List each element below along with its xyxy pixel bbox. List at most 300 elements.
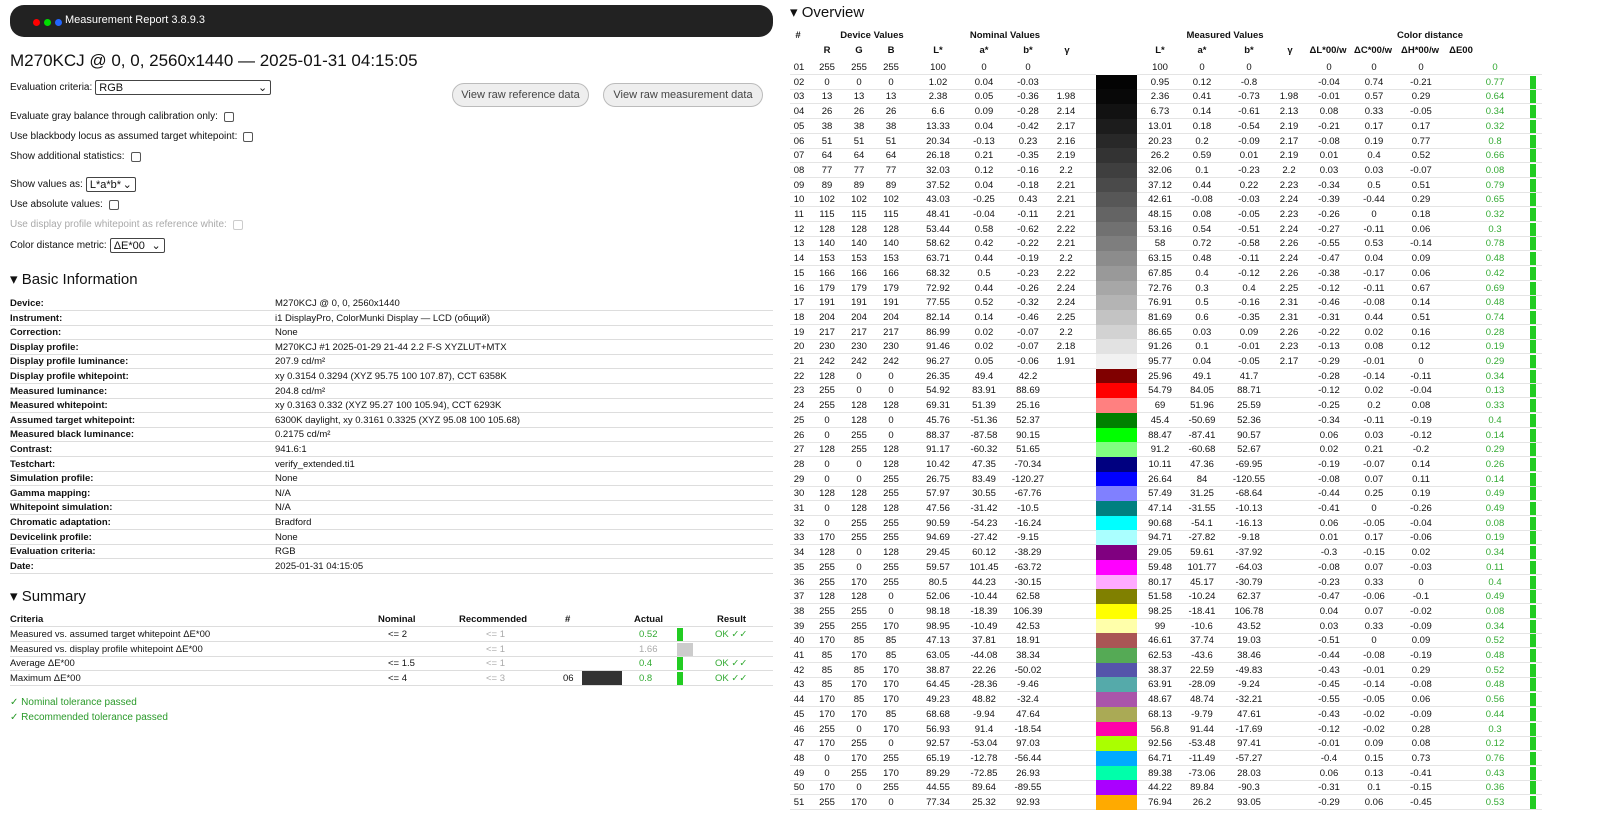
cell-de00: 0.77: [1485, 76, 1505, 88]
cell-b: 170: [883, 664, 899, 676]
cell-g: 255: [851, 517, 867, 529]
cell-dh: 0.18: [1411, 209, 1431, 220]
absolute-values-checkbox[interactable]: [109, 200, 119, 210]
overview-row: [790, 722, 1542, 737]
cell-nom-a: -0.13: [973, 135, 995, 147]
cell-nom-b: 38.34: [1016, 650, 1040, 661]
cell-meas-l: 6.73: [1150, 106, 1170, 118]
cell-nom-b: 51.65: [1016, 444, 1040, 456]
cell-nom-gamma: 2.21: [1056, 238, 1076, 250]
cell-meas-gamma: 2.2: [1282, 164, 1296, 176]
delta-e-bar: [1530, 767, 1536, 780]
cell-meas-a: 45.17: [1190, 576, 1214, 588]
info-row: [10, 457, 773, 472]
cell-meas-l: 76.94: [1148, 797, 1172, 808]
info-value: None: [275, 327, 298, 339]
cell-meas-a: -53.48: [1188, 738, 1216, 750]
cell-g: 85: [853, 635, 865, 647]
cell-meas-a: -50.69: [1188, 414, 1216, 426]
cell-dc: -0.02: [1363, 708, 1385, 720]
color-swatch: [1096, 383, 1137, 398]
cell-meas-l: 88.47: [1148, 429, 1172, 441]
cell-b: 170: [883, 767, 899, 779]
cell-meas-a: -10.6: [1191, 620, 1213, 632]
cell-meas-l: 45.4: [1150, 414, 1170, 426]
delta-e-bar: [1530, 517, 1536, 530]
info-row: [10, 354, 773, 369]
cell-dc: -0.01: [1363, 664, 1385, 676]
cell-dh: -0.41: [1410, 767, 1432, 779]
delta-e-bar: [1530, 296, 1536, 309]
cell-b: 0: [888, 414, 894, 426]
cell-dl: -0.45: [1318, 679, 1340, 691]
cell-g: 170: [851, 797, 867, 808]
delta-e-bar: [1530, 752, 1536, 765]
cell-meas-a: 31.25: [1190, 488, 1214, 500]
cell-meas-gamma: 2.17: [1279, 135, 1299, 147]
cell-de00: 0.28: [1485, 326, 1505, 338]
cell-nom-l: 65.19: [926, 752, 950, 764]
cell-dc: 0.44: [1364, 311, 1384, 323]
cell-num: 01: [793, 62, 805, 73]
cell-dh: 0: [1418, 576, 1424, 588]
cell-nom-gamma: 2.18: [1056, 341, 1076, 353]
cell-nom-a: 0.44: [974, 253, 994, 265]
cell-meas-l: 56.8: [1150, 723, 1170, 735]
cell-nom-a: 0.09: [974, 106, 994, 118]
cell-meas-b: -0.03: [1238, 194, 1260, 206]
cell-dh: -0.45: [1410, 797, 1432, 808]
cell-nom-l: 68.68: [926, 708, 950, 720]
cell-r: 0: [824, 517, 830, 529]
cell-meas-l: 68.13: [1148, 708, 1172, 720]
cell-dc: 0.1: [1367, 782, 1381, 794]
cell-num: 50: [793, 782, 805, 794]
overview-row: [790, 281, 1542, 296]
cell-dc: 0.03: [1364, 429, 1384, 441]
info-row: [10, 369, 773, 384]
additional-stats-label: Show additional statistics:: [10, 151, 125, 162]
cell-dc: 0.33: [1364, 106, 1384, 118]
info-row: [10, 500, 773, 515]
cell-nom-l: 94.69: [926, 532, 950, 544]
cell-g: 115: [851, 209, 867, 220]
col-actual: Actual: [634, 614, 664, 625]
info-key: Testchart:: [10, 458, 56, 470]
cell-dh: -0.03: [1410, 561, 1432, 573]
cell-de00: 0.29: [1485, 356, 1505, 367]
cell-num: 06: [793, 135, 805, 147]
cell-meas-a: 101.77: [1187, 561, 1217, 573]
cell-g: 255: [851, 444, 867, 456]
overview-row: [790, 795, 1542, 810]
cell-dc: 0.19: [1364, 135, 1384, 147]
cell-b: 217: [883, 326, 899, 338]
cell-nom-l: 26.35: [926, 370, 950, 382]
cell-num: 22: [793, 370, 805, 382]
cell-nom-b: -0.46: [1017, 311, 1039, 323]
close-dot-icon[interactable]: [33, 19, 40, 26]
cell-de00: 0.08: [1485, 605, 1505, 617]
cell-nom-b: -0.32: [1017, 297, 1039, 309]
cell-nom-b: -63.72: [1014, 561, 1042, 573]
cell-nom-l: 72.92: [926, 282, 950, 294]
overview-row: [790, 398, 1542, 413]
cell-meas-gamma: 2.13: [1279, 106, 1299, 118]
cell-de00: 0.52: [1485, 635, 1505, 647]
blackbody-checkbox[interactable]: [243, 132, 253, 142]
color-swatch: [1096, 707, 1137, 722]
cell-g: 0: [856, 473, 862, 485]
info-value: 2025-01-31 04:15:05: [275, 560, 364, 572]
overview-heading[interactable]: [790, 3, 864, 21]
summary-row: [10, 671, 773, 686]
cell-dc: 0.17: [1364, 120, 1384, 132]
cell-nom-gamma: 1.91: [1056, 356, 1076, 367]
color-swatch: [1096, 281, 1137, 296]
color-swatch: [1096, 692, 1137, 707]
cell-dc: -0.44: [1363, 194, 1385, 206]
cell-meas-b: 93.05: [1237, 797, 1261, 808]
cell-b: 85: [885, 708, 897, 720]
collapse-triangle-icon: ▾: [10, 271, 18, 288]
cell-de00: 0.33: [1485, 400, 1505, 412]
color-swatch: [1096, 339, 1137, 354]
delta-e-bar: [1530, 164, 1536, 177]
info-key: Display profile whitepoint:: [10, 371, 129, 382]
delta-e-bar: [1530, 546, 1536, 559]
info-key: Device:: [10, 298, 44, 309]
cell-meas-b: 0.4: [1242, 282, 1256, 294]
cell-meas-a: 0.3: [1195, 282, 1209, 294]
cell-num: 39: [793, 620, 805, 632]
delta-e-bar: [1530, 561, 1536, 574]
delta-e-bar: [1530, 502, 1536, 515]
cell-dh: 0: [1418, 62, 1424, 73]
summary-header-row: [10, 612, 773, 627]
info-value: xy 0.3163 0.332 (XYZ 95.27 100 105.94), CCT 6293K: [275, 400, 502, 412]
cell-de00: 0.42: [1485, 267, 1505, 279]
cell-de00: 0.3: [1488, 723, 1502, 735]
color-swatch: [1096, 663, 1137, 678]
cell-de00: 0.49: [1485, 591, 1505, 603]
nominal-passed-text: ✓ Nominal tolerance passed: [10, 697, 137, 708]
overview-row: [790, 589, 1542, 604]
cell-de00: 0.64: [1485, 91, 1505, 103]
cell-dl: -0.38: [1318, 267, 1340, 279]
cell-dc: 0.53: [1364, 238, 1384, 250]
cell-de00: 0.3: [1488, 223, 1502, 235]
cell-meas-a: -43.6: [1191, 650, 1213, 661]
delta-e-bar: [1530, 531, 1536, 544]
cell-dl: -0.23: [1318, 576, 1340, 588]
cell-g: 170: [851, 576, 867, 588]
overview-row: [790, 472, 1542, 487]
cell-b: 38: [885, 120, 897, 132]
cell-g: 13: [853, 91, 865, 103]
cell-meas-gamma: 2.23: [1279, 341, 1299, 353]
delta-e-bar: [1530, 208, 1536, 221]
cell-dh: -0.21: [1410, 76, 1432, 88]
cell-dc: -0.15: [1363, 547, 1385, 559]
cell-meas-l: 48.67: [1148, 694, 1172, 706]
cell-nom-l: 56.93: [926, 723, 950, 735]
cell-b: 128: [883, 444, 899, 456]
cell-nom-a: 0.21: [974, 150, 994, 162]
color-distance-select[interactable]: [110, 238, 165, 253]
cell-b: 255: [883, 532, 899, 544]
cell-b: 0: [888, 429, 894, 441]
color-swatch: [1096, 648, 1137, 663]
cell-meas-l: 47.14: [1148, 503, 1172, 514]
cell-dl: -0.43: [1318, 664, 1340, 676]
cell-nom-a: -10.44: [970, 591, 998, 603]
cell-b: 51: [885, 135, 897, 147]
cell-dc: 0.03: [1364, 164, 1384, 176]
cell-de00: 0.34: [1485, 547, 1505, 559]
cell-nom-a: -28.36: [970, 679, 998, 691]
cell-num: 46: [793, 723, 805, 735]
info-row: [10, 325, 773, 340]
cell-nom-a: 0.44: [974, 282, 994, 294]
cell-meas-b: -9.24: [1238, 679, 1260, 691]
delta-e-bar: [1530, 179, 1536, 192]
delta-e-bar: [1530, 458, 1536, 471]
basic-information-heading[interactable]: [10, 270, 138, 288]
cell-meas-a: -54.1: [1191, 517, 1213, 529]
cell-dc: -0.05: [1363, 694, 1385, 706]
cell-b: 85: [885, 635, 897, 647]
cell-dh: 0.67: [1411, 282, 1431, 294]
subheader-0: R: [823, 45, 831, 56]
cell-r: 255: [819, 400, 835, 412]
view-raw-measurement-button[interactable]: View raw measurement data: [603, 83, 763, 107]
cell-de00: 0.19: [1485, 341, 1505, 353]
view-raw-reference-button[interactable]: View raw reference data: [452, 83, 589, 107]
color-swatch: [1096, 251, 1137, 266]
color-swatch: [1096, 104, 1137, 119]
cell-b: 0: [888, 797, 894, 808]
color-swatch: [1096, 722, 1137, 737]
cell-nom-l: 82.14: [926, 311, 950, 323]
cell-meas-b: 38.46: [1237, 650, 1261, 661]
info-key: Gamma mapping:: [10, 487, 91, 499]
cell-de00: 0.13: [1485, 385, 1505, 397]
cell-nom-l: 43.03: [926, 194, 950, 206]
cell-nom-b: -10.5: [1017, 503, 1039, 514]
cell-dl: 0.03: [1319, 620, 1339, 632]
cell-de00: 0.32: [1485, 209, 1505, 220]
cell-g: 255: [851, 429, 867, 441]
cell-nom-l: 68.32: [926, 267, 950, 279]
summary-bar: [677, 628, 683, 641]
gray-balance-checkbox[interactable]: [224, 112, 234, 122]
overview-row: [790, 236, 1542, 251]
cell-nom-a: -0.04: [973, 209, 995, 220]
cell-b: 85: [885, 650, 897, 661]
cell-nom-a: 0.5: [977, 267, 991, 279]
delta-e-bar: [1530, 429, 1536, 442]
cell-nom-b: -0.07: [1017, 341, 1039, 353]
cell-r: 128: [819, 444, 835, 456]
group-measured-values: Measured Values: [1186, 30, 1264, 41]
cell-num: 07: [793, 150, 805, 162]
cell-nom-a: -12.78: [970, 752, 998, 764]
cell-meas-l: 86.65: [1148, 326, 1172, 338]
cell-num: 44: [793, 694, 805, 706]
cell-dh: -0.04: [1410, 517, 1432, 529]
summary-criteria: Maximum ΔE*00: [10, 673, 81, 685]
cell-nom-gamma: 2.24: [1056, 282, 1076, 294]
cell-b: 128: [883, 547, 899, 559]
color-swatch: [1096, 501, 1137, 516]
cell-nom-b: -0.22: [1017, 238, 1039, 250]
cell-nom-b: -0.06: [1017, 356, 1039, 367]
cell-b: 0: [888, 591, 894, 603]
color-swatch: [1096, 795, 1137, 810]
cell-meas-l: 58: [1154, 238, 1166, 250]
cell-nom-l: 92.57: [926, 738, 950, 750]
overview-row: [790, 134, 1542, 149]
cell-r: 170: [819, 738, 835, 750]
cell-dc: 0.21: [1364, 444, 1384, 456]
cell-nom-l: 37.52: [926, 179, 950, 191]
delta-e-bar: [1530, 634, 1536, 647]
cell-dl: -0.22: [1318, 326, 1340, 338]
cell-g: 255: [851, 738, 867, 750]
blackbody-label: Use blackbody locus as assumed target whitepoint:: [10, 131, 238, 142]
cell-dc: -0.11: [1363, 414, 1385, 426]
overview-row: [790, 530, 1542, 545]
cell-de00: 0.32: [1485, 120, 1505, 132]
cell-dl: -0.08: [1318, 561, 1340, 573]
cell-meas-l: 64.71: [1148, 752, 1172, 764]
cell-nom-a: -31.42: [970, 503, 998, 514]
cell-nom-a: 49.4: [974, 370, 994, 382]
col-recommended: Recommended: [459, 614, 528, 625]
cell-dc: 0.57: [1364, 91, 1384, 103]
cell-b: 13: [885, 91, 897, 103]
summary-heading[interactable]: [10, 587, 86, 605]
cell-r: 102: [819, 194, 835, 206]
cell-meas-a: 0.08: [1192, 209, 1212, 220]
cell-dh: 0.28: [1411, 723, 1431, 735]
group-nominal-values: Nominal Values: [969, 30, 1041, 41]
info-value: N/A: [275, 487, 291, 499]
cell-num: 15: [793, 267, 805, 279]
summary-criteria: Measured vs. assumed target whitepoint ΔE*00: [10, 629, 211, 640]
show-values-label: Show values as:: [10, 179, 83, 190]
cell-meas-gamma: 2.25: [1279, 282, 1299, 294]
show-values-select[interactable]: [86, 177, 136, 192]
additional-stats-checkbox[interactable]: [131, 152, 141, 162]
cell-meas-b: -0.16: [1238, 297, 1260, 309]
cell-dl: -0.43: [1318, 708, 1340, 720]
cell-meas-b: 106.78: [1234, 605, 1264, 617]
cell-dc: -0.17: [1363, 267, 1385, 279]
cell-b: 77: [885, 164, 897, 176]
cell-meas-b: -0.01: [1238, 341, 1260, 353]
cell-r: 204: [819, 311, 835, 323]
cell-dh: -0.04: [1410, 385, 1432, 397]
summary-recommended: <= 1: [486, 643, 506, 655]
info-value: None: [275, 473, 298, 485]
cell-meas-l: 25.96: [1148, 370, 1172, 382]
cell-meas-l: 80.17: [1148, 576, 1172, 588]
cell-r: 170: [819, 782, 835, 794]
cell-meas-l: 81.69: [1148, 311, 1172, 323]
maximize-dot-icon[interactable]: [55, 19, 62, 26]
cell-de00: 0.08: [1485, 164, 1505, 176]
cell-de00: 0.14: [1485, 429, 1505, 441]
overview-row: [790, 295, 1542, 310]
cell-dc: -0.11: [1363, 282, 1385, 294]
cell-r: 85: [821, 679, 833, 691]
col-nominal: Nominal: [378, 614, 416, 625]
minimize-dot-icon[interactable]: [44, 19, 51, 26]
color-distance-label: Color distance metric:: [10, 240, 107, 251]
cell-nom-b: -0.28: [1017, 106, 1039, 118]
page-title: M270KCJ @ 0, 0, 2560x1440 — 2025-01-31 04:15:05: [10, 51, 418, 70]
overview-row: [790, 736, 1542, 751]
cell-num: 34: [793, 547, 805, 559]
cell-g: 140: [851, 238, 867, 250]
cell-nom-a: -0.25: [973, 194, 995, 206]
cell-r: 255: [819, 62, 835, 73]
cell-nom-a: 0.02: [974, 341, 994, 353]
cell-g: 255: [851, 767, 867, 779]
delta-e-bar: [1530, 223, 1536, 236]
cell-dh: 0.02: [1411, 547, 1431, 559]
cell-meas-b: -0.54: [1238, 120, 1260, 132]
cell-b: 255: [883, 576, 899, 588]
cell-r: 128: [819, 370, 835, 382]
cell-nom-b: -0.07: [1017, 326, 1039, 338]
cell-nom-b: 42.53: [1016, 620, 1040, 632]
cell-dc: 0: [1371, 503, 1377, 514]
info-key: Contrast:: [10, 444, 53, 455]
chevron-down-icon: ⌄: [258, 82, 268, 94]
evaluation-criteria-select[interactable]: [95, 80, 271, 95]
cell-g: 85: [853, 664, 865, 676]
color-swatch: [1096, 575, 1137, 590]
summary-criteria: Average ΔE*00: [10, 658, 75, 670]
cell-nom-l: 59.57: [926, 561, 950, 573]
cell-meas-l: 63.91: [1148, 679, 1172, 691]
cell-nom-a: -72.85: [970, 767, 998, 779]
cell-dh: 0.73: [1411, 752, 1431, 764]
delta-e-bar: [1530, 76, 1536, 89]
delta-e-bar: [1530, 443, 1536, 456]
cell-meas-l: 29.05: [1148, 547, 1172, 559]
cell-r: 51: [821, 135, 833, 147]
cell-nom-l: 45.76: [926, 414, 950, 426]
overview-row: [790, 545, 1542, 560]
delta-e-bar: [1530, 473, 1536, 486]
cell-meas-l: 38.37: [1148, 664, 1172, 676]
cell-g: 51: [853, 135, 865, 147]
cell-nom-l: 20.34: [926, 135, 950, 147]
summary-row: [10, 656, 773, 671]
cell-r: 77: [821, 164, 833, 176]
col-criteria: Criteria: [10, 614, 44, 625]
cell-nom-l: 77.55: [926, 297, 950, 309]
cell-r: 255: [819, 723, 835, 735]
cell-nom-l: 77.34: [926, 797, 950, 808]
summary-actual: 0.52: [639, 629, 658, 640]
overview-row: [790, 648, 1542, 663]
info-row: [10, 486, 773, 501]
